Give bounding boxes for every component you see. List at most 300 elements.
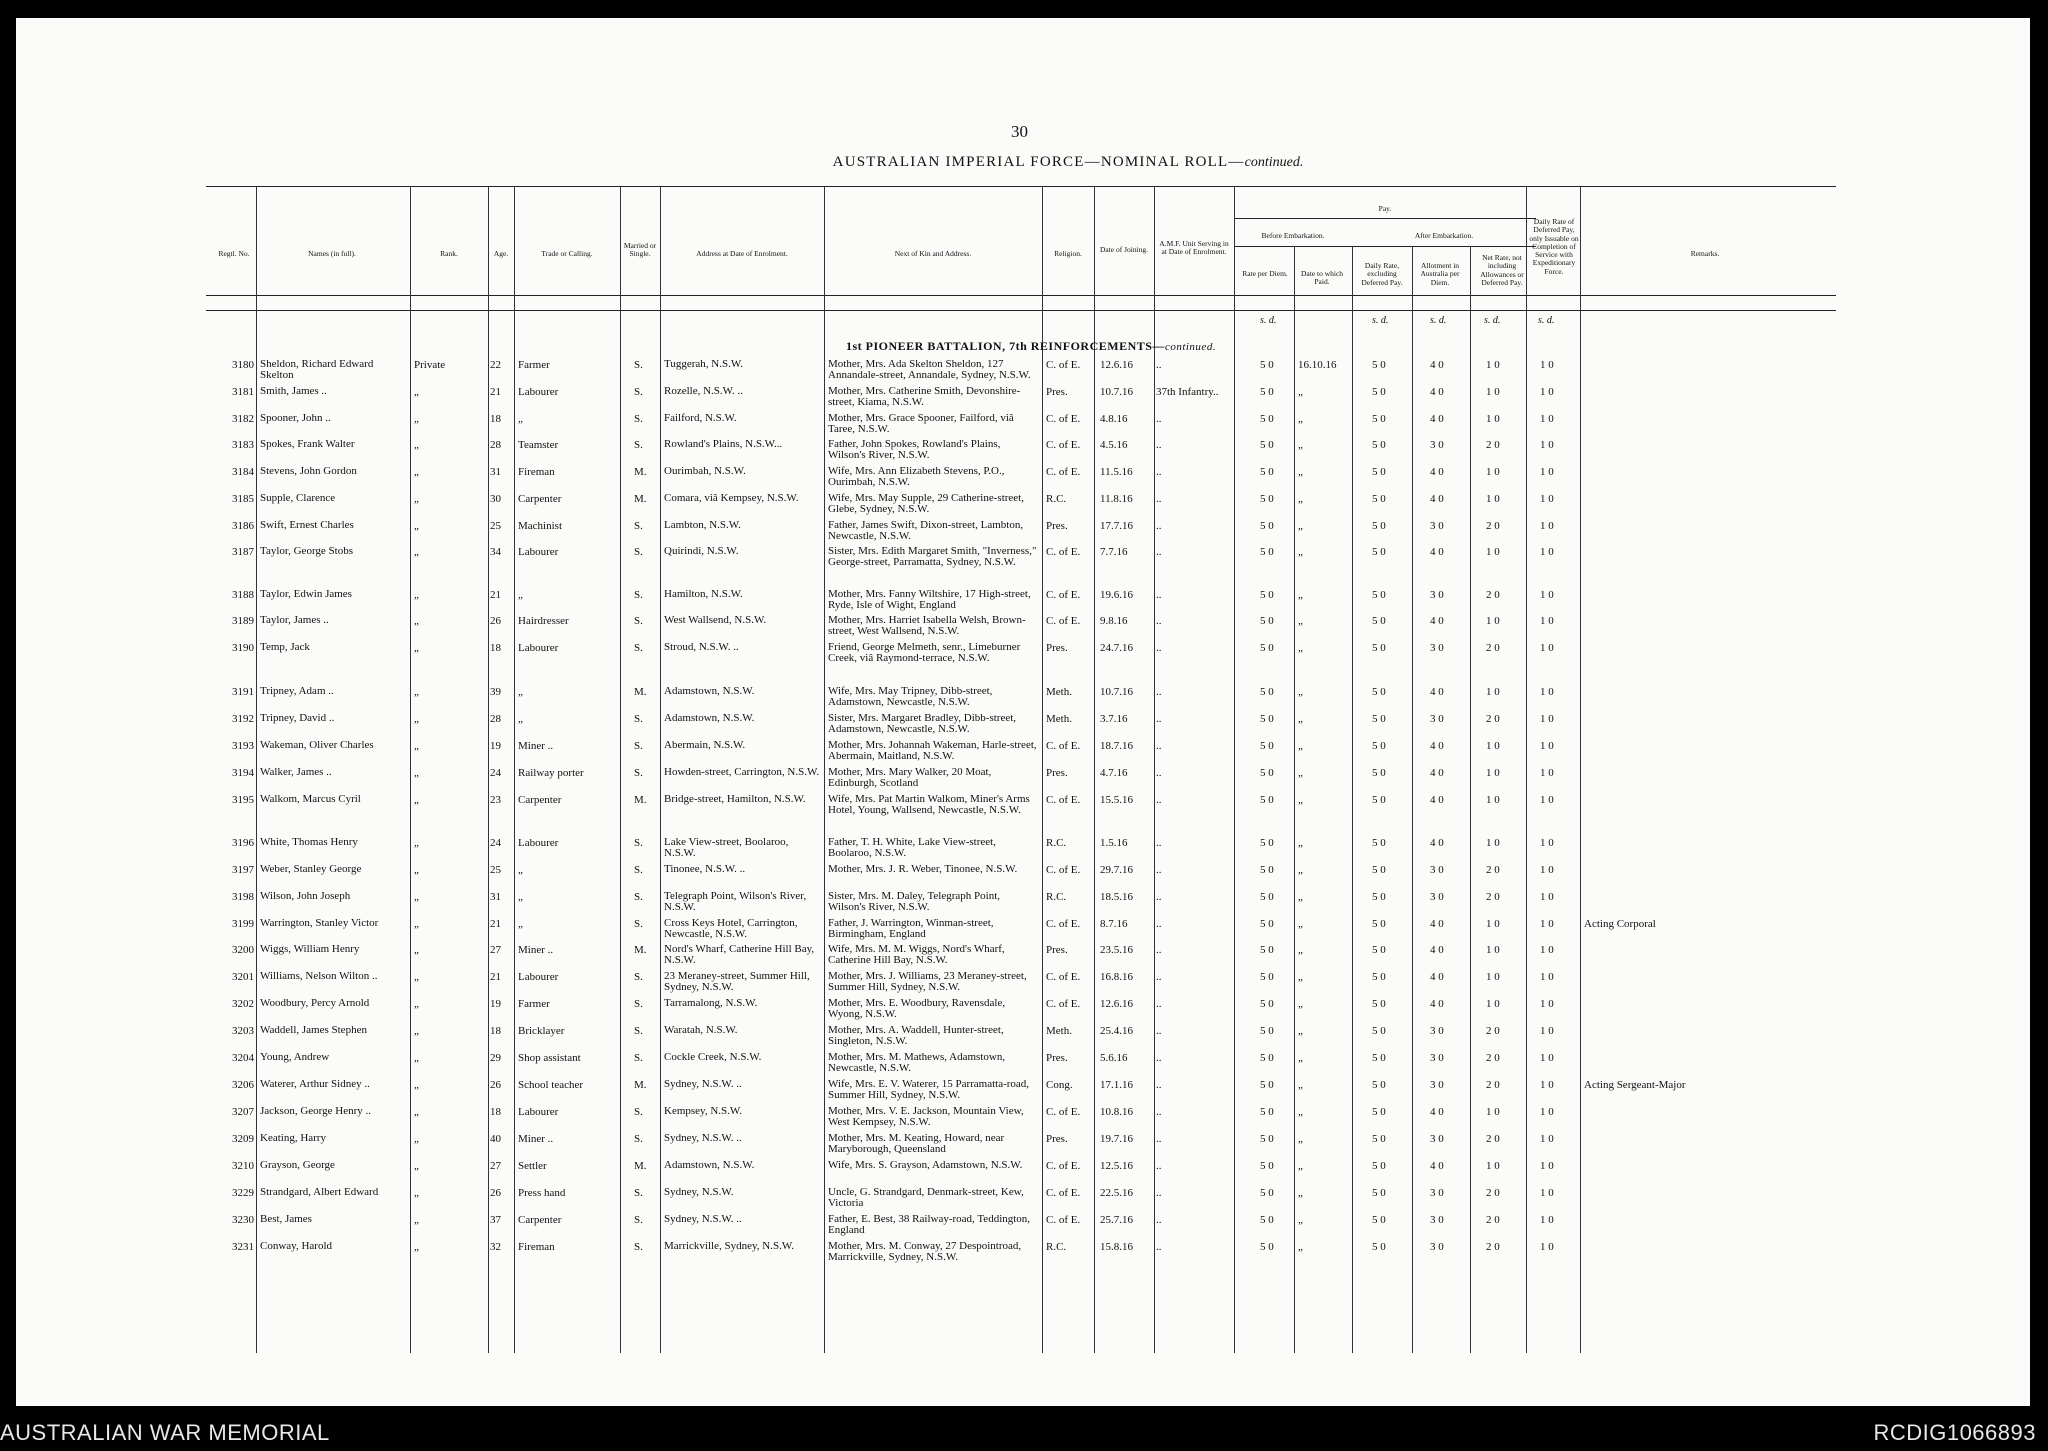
regtl-no: 3180 xyxy=(232,359,254,371)
deferred-pay: 1 0 xyxy=(1540,493,1554,505)
soldier-name: Sheldon, Richard Edward Skelton xyxy=(260,358,374,381)
deferred-pay: 1 0 xyxy=(1540,466,1554,478)
age: 18 xyxy=(490,1106,501,1118)
regtl-no: 3231 xyxy=(232,1241,254,1253)
amf-unit: .. xyxy=(1156,1187,1162,1199)
amf-unit: .. xyxy=(1156,918,1162,930)
next-of-kin: Sister, Mrs. Edith Margaret Smith, "Inverness," George-street, Parramatta, Sydney, N.S.W. xyxy=(828,545,1037,568)
deferred-pay: 1 0 xyxy=(1540,918,1554,930)
daily-rate: 5 0 xyxy=(1372,1133,1386,1145)
deferred-pay: 1 0 xyxy=(1540,413,1554,425)
regtl-no: 3198 xyxy=(232,891,254,903)
date-paid: „ xyxy=(1298,1106,1303,1118)
regtl-no: 3203 xyxy=(232,1025,254,1037)
daily-rate: 5 0 xyxy=(1372,944,1386,956)
rank: „ xyxy=(414,1052,419,1064)
allotment: 4 0 xyxy=(1430,740,1444,752)
age: 28 xyxy=(490,439,501,451)
rank: „ xyxy=(414,713,419,725)
trade: Labourer xyxy=(518,1106,559,1118)
net-rate: 1 0 xyxy=(1486,386,1500,398)
regtl-no: 3187 xyxy=(232,546,254,558)
daily-rate: 5 0 xyxy=(1372,740,1386,752)
soldier-name: Tripney, Adam .. xyxy=(260,685,334,697)
date-of-joining: 12.6.16 xyxy=(1100,998,1133,1010)
date-paid: „ xyxy=(1298,520,1303,532)
soldier-name: Williams, Nelson Wilton .. xyxy=(260,970,378,982)
date-of-joining: 4.5.16 xyxy=(1100,439,1128,451)
net-rate: 1 0 xyxy=(1486,546,1500,558)
enrolment-address: Cross Keys Hotel, Carrington, Newcastle, N.S.W. xyxy=(664,917,798,940)
daily-rate: 5 0 xyxy=(1372,918,1386,930)
marital-status: M. xyxy=(634,1160,647,1172)
trade: Teamster xyxy=(518,439,559,451)
net-rate: 1 0 xyxy=(1486,767,1500,779)
amf-unit: .. xyxy=(1156,520,1162,532)
marital-status: S. xyxy=(634,386,643,398)
allotment: 3 0 xyxy=(1430,1187,1444,1199)
column-rule xyxy=(1094,186,1095,1353)
daily-rate: 5 0 xyxy=(1372,413,1386,425)
rank: „ xyxy=(414,1106,419,1118)
rank: „ xyxy=(414,686,419,698)
deferred-pay: 1 0 xyxy=(1540,1079,1554,1091)
daily-rate: 5 0 xyxy=(1372,493,1386,505)
deferred-pay: 1 0 xyxy=(1540,1241,1554,1253)
roll-title-text: AUSTRALIAN IMPERIAL FORCE—NOMINAL ROLL— xyxy=(832,154,1245,170)
soldier-name: Jackson, George Henry .. xyxy=(260,1105,371,1117)
date-paid: „ xyxy=(1298,546,1303,558)
religion: Pres. xyxy=(1046,1052,1068,1064)
religion: Pres. xyxy=(1046,642,1068,654)
soldier-name: Supple, Clarence xyxy=(260,492,336,504)
rank: „ xyxy=(414,794,419,806)
trade: „ xyxy=(518,713,523,725)
regtl-no: 3190 xyxy=(232,642,254,654)
allotment: 4 0 xyxy=(1430,615,1444,627)
marital-status: M. xyxy=(634,794,647,806)
header-before-embarkation: Before Embarkation. xyxy=(1261,231,1325,240)
amf-unit: .. xyxy=(1156,1214,1162,1226)
next-of-kin: Mother, Mrs. Mary Walker, 20 Moat, Edinburgh, Scotland xyxy=(828,766,992,789)
date-of-joining: 17.7.16 xyxy=(1100,520,1133,532)
amf-unit: .. xyxy=(1156,493,1162,505)
rank: „ xyxy=(414,493,419,505)
age: 27 xyxy=(490,944,501,956)
age: 24 xyxy=(490,837,501,849)
religion: Pres. xyxy=(1046,767,1068,779)
column-rule xyxy=(410,186,411,1353)
amf-unit: .. xyxy=(1156,864,1162,876)
daily-rate: 5 0 xyxy=(1372,1106,1386,1118)
enrolment-address: Failford, N.S.W. xyxy=(664,412,737,424)
column-rule xyxy=(620,186,621,1353)
daily-rate: 5 0 xyxy=(1372,439,1386,451)
religion: C. of E. xyxy=(1046,918,1081,930)
rank: „ xyxy=(414,740,419,752)
religion: Cong. xyxy=(1046,1079,1073,1091)
daily-rate: 5 0 xyxy=(1372,1079,1386,1091)
deferred-pay: 1 0 xyxy=(1540,891,1554,903)
next-of-kin: Uncle, G. Strandgard, Denmark-street, Kew, Victoria xyxy=(828,1186,1024,1209)
unit-deferred: s. d. xyxy=(1538,315,1555,326)
amf-unit: .. xyxy=(1156,642,1162,654)
date-paid: „ xyxy=(1298,767,1303,779)
column-rule xyxy=(1580,186,1581,1353)
allotment: 3 0 xyxy=(1430,1214,1444,1226)
age: 29 xyxy=(490,1052,501,1064)
rate-per-diem: 5 0 xyxy=(1260,971,1274,983)
daily-rate: 5 0 xyxy=(1372,1160,1386,1172)
deferred-pay: 1 0 xyxy=(1540,386,1554,398)
age: 30 xyxy=(490,493,501,505)
column-rule xyxy=(514,186,515,1353)
next-of-kin: Mother, Mrs. J. Williams, 23 Meraney-street, Summer Hill, Sydney, N.S.W. xyxy=(828,970,1027,993)
age: 28 xyxy=(490,713,501,725)
religion: R.C. xyxy=(1046,891,1067,903)
enrolment-address: Adamstown, N.S.W. xyxy=(664,1159,755,1171)
amf-unit: .. xyxy=(1156,891,1162,903)
column-rule xyxy=(660,186,661,1353)
rank: „ xyxy=(414,1187,419,1199)
enrolment-address: Telegraph Point, Wilson's River, N.S.W. xyxy=(664,890,807,913)
date-paid: „ xyxy=(1298,1052,1303,1064)
deferred-pay: 1 0 xyxy=(1540,1187,1554,1199)
religion: C. of E. xyxy=(1046,1106,1081,1118)
soldier-name: Best, James xyxy=(260,1213,312,1225)
allotment: 3 0 xyxy=(1430,1241,1444,1253)
next-of-kin: Mother, Mrs. Fanny Wiltshire, 17 High-street, Ryde, Isle of Wight, England xyxy=(828,588,1031,611)
soldier-name: Conway, Harold xyxy=(260,1240,332,1252)
soldier-name: Young, Andrew xyxy=(260,1051,330,1063)
age: 25 xyxy=(490,864,501,876)
roll-page xyxy=(16,18,2030,1406)
religion: C. of E. xyxy=(1046,439,1081,451)
soldier-name: Wilson, John Joseph xyxy=(260,890,351,902)
rate-per-diem: 5 0 xyxy=(1260,546,1274,558)
date-paid: „ xyxy=(1298,864,1303,876)
age: 31 xyxy=(490,891,501,903)
next-of-kin: Wife, Mrs. M. M. Wiggs, Nord's Wharf, Catherine Hill Bay, N.S.W. xyxy=(828,943,1005,966)
regtl-no: 3201 xyxy=(232,971,254,983)
amf-unit: .. xyxy=(1156,837,1162,849)
header-age: Age. xyxy=(493,249,509,258)
remarks: Acting Corporal xyxy=(1584,918,1656,930)
next-of-kin: Father, James Swift, Dixon-street, Lambton, Newcastle, N.S.W. xyxy=(828,519,1024,542)
soldier-name: Walkom, Marcus Cyril xyxy=(260,793,361,805)
rank: „ xyxy=(414,1079,419,1091)
deferred-pay: 1 0 xyxy=(1540,864,1554,876)
religion: Pres. xyxy=(1046,386,1068,398)
deferred-pay: 1 0 xyxy=(1540,439,1554,451)
religion: Meth. xyxy=(1046,1025,1072,1037)
header-net-rate: Net Rate, not including Allowances or Deferred Pay. xyxy=(1480,253,1524,287)
age: 26 xyxy=(490,1079,501,1091)
date-of-joining: 18.5.16 xyxy=(1100,891,1133,903)
allotment: 3 0 xyxy=(1430,439,1444,451)
soldier-name: Spooner, John .. xyxy=(260,412,331,424)
marital-status: S. xyxy=(634,439,643,451)
date-of-joining: 10.8.16 xyxy=(1100,1106,1133,1118)
date-of-joining: 8.7.16 xyxy=(1100,918,1128,930)
net-rate: 2 0 xyxy=(1486,1025,1500,1037)
age: 21 xyxy=(490,386,501,398)
religion: C. of E. xyxy=(1046,546,1081,558)
next-of-kin: Mother, Mrs. M. Mathews, Adamstown, Newcastle, N.S.W. xyxy=(828,1051,1006,1074)
regtl-no: 3200 xyxy=(232,944,254,956)
date-paid: „ xyxy=(1298,686,1303,698)
date-paid: „ xyxy=(1298,891,1303,903)
rank: „ xyxy=(414,837,419,849)
allotment: 3 0 xyxy=(1430,1052,1444,1064)
soldier-name: Smith, James .. xyxy=(260,385,327,397)
header-allotment: Allotment in Australia per Diem. xyxy=(1420,261,1460,287)
date-of-joining: 9.8.16 xyxy=(1100,615,1128,627)
amf-unit: .. xyxy=(1156,944,1162,956)
rate-per-diem: 5 0 xyxy=(1260,713,1274,725)
amf-unit: .. xyxy=(1156,971,1162,983)
header-regtl-no: Regtl. No. xyxy=(218,249,250,258)
trade: Bricklayer xyxy=(518,1025,565,1037)
header-names: Names (in full). xyxy=(308,249,356,258)
enrolment-address: Cockle Creek, N.S.W. xyxy=(664,1051,762,1063)
enrolment-address: West Wallsend, N.S.W. xyxy=(664,614,767,626)
enrolment-address: Sydney, N.S.W. .. xyxy=(664,1213,742,1225)
regtl-no: 3189 xyxy=(232,615,254,627)
amf-unit: .. xyxy=(1156,589,1162,601)
religion: C. of E. xyxy=(1046,413,1081,425)
allotment: 4 0 xyxy=(1430,413,1444,425)
soldier-name: Taylor, George Stobs xyxy=(260,545,353,557)
enrolment-address: Abermain, N.S.W. xyxy=(664,739,746,751)
date-of-joining: 19.7.16 xyxy=(1100,1133,1133,1145)
marital-status: M. xyxy=(634,493,647,505)
deferred-pay: 1 0 xyxy=(1540,713,1554,725)
deferred-pay: 1 0 xyxy=(1540,1052,1554,1064)
next-of-kin: Wife, Mrs. May Supple, 29 Catherine-street, Glebe, Sydney, N.S.W. xyxy=(828,492,1024,515)
religion: C. of E. xyxy=(1046,1187,1081,1199)
deferred-pay: 1 0 xyxy=(1540,1025,1554,1037)
daily-rate: 5 0 xyxy=(1372,713,1386,725)
regtl-no: 3184 xyxy=(232,466,254,478)
rank: „ xyxy=(414,944,419,956)
header-deferred: Daily Rate of Deferred Pay, only Issuable on Completion of Service with Expeditionary Force. xyxy=(1529,217,1579,276)
column-rule xyxy=(1042,186,1043,1353)
net-rate: 1 0 xyxy=(1486,466,1500,478)
header-after-embarkation: After Embarkation. xyxy=(1414,231,1474,240)
amf-unit: .. xyxy=(1156,686,1162,698)
rate-per-diem: 5 0 xyxy=(1260,686,1274,698)
allotment: 3 0 xyxy=(1430,891,1444,903)
deferred-pay: 1 0 xyxy=(1540,642,1554,654)
deferred-pay: 1 0 xyxy=(1540,794,1554,806)
allotment: 4 0 xyxy=(1430,686,1444,698)
enrolment-address: Tinonee, N.S.W. .. xyxy=(664,863,746,875)
date-of-joining: 23.5.16 xyxy=(1100,944,1133,956)
rate-per-diem: 5 0 xyxy=(1260,520,1274,532)
amf-unit: .. xyxy=(1156,1052,1162,1064)
next-of-kin: Mother, Mrs. Catherine Smith, Devonshire-street, Kiama, N.S.W. xyxy=(828,385,1021,408)
enrolment-address: Bridge-street, Hamilton, N.S.W. xyxy=(664,793,806,805)
date-of-joining: 11.8.16 xyxy=(1100,493,1133,505)
rate-per-diem: 5 0 xyxy=(1260,589,1274,601)
allotment: 4 0 xyxy=(1430,918,1444,930)
religion: R.C. xyxy=(1046,493,1067,505)
deferred-pay: 1 0 xyxy=(1540,359,1554,371)
allotment: 4 0 xyxy=(1430,466,1444,478)
rate-per-diem: 5 0 xyxy=(1260,864,1274,876)
enrolment-address: Adamstown, N.S.W. xyxy=(664,712,755,724)
religion: C. of E. xyxy=(1046,1160,1081,1172)
trade: Settler xyxy=(518,1160,547,1172)
enrolment-address: Rowland's Plains, N.S.W... xyxy=(664,438,783,450)
age: 26 xyxy=(490,1187,501,1199)
footer-left: AUSTRALIAN WAR MEMORIAL xyxy=(0,1420,330,1445)
daily-rate: 5 0 xyxy=(1372,998,1386,1010)
soldier-name: Taylor, James .. xyxy=(260,614,329,626)
date-paid: „ xyxy=(1298,642,1303,654)
date-of-joining: 25.7.16 xyxy=(1100,1214,1133,1226)
religion: Pres. xyxy=(1046,520,1068,532)
next-of-kin: Sister, Mrs. Margaret Bradley, Dibb-street, Adamstown, Newcastle, N.S.W. xyxy=(828,712,1017,735)
marital-status: S. xyxy=(634,767,643,779)
date-paid: „ xyxy=(1298,944,1303,956)
rank: „ xyxy=(414,864,419,876)
marital-status: S. xyxy=(634,1214,643,1226)
regtl-no: 3195 xyxy=(232,794,254,806)
next-of-kin: Mother, Mrs. E. Woodbury, Ravensdale, Wyong, N.S.W. xyxy=(828,997,1006,1020)
net-rate: 1 0 xyxy=(1486,1106,1500,1118)
date-of-joining: 10.7.16 xyxy=(1100,686,1133,698)
rate-per-diem: 5 0 xyxy=(1260,1079,1274,1091)
allotment: 4 0 xyxy=(1430,794,1444,806)
table-header-rule-lower xyxy=(206,310,1836,311)
marital-status: S. xyxy=(634,589,643,601)
regtl-no: 3199 xyxy=(232,918,254,930)
net-rate: 1 0 xyxy=(1486,686,1500,698)
rate-per-diem: 5 0 xyxy=(1260,1241,1274,1253)
trade: Farmer xyxy=(518,359,550,371)
net-rate: 1 0 xyxy=(1486,971,1500,983)
date-paid: „ xyxy=(1298,439,1303,451)
deferred-pay: 1 0 xyxy=(1540,1160,1554,1172)
date-of-joining: 1.5.16 xyxy=(1100,837,1128,849)
trade: Labourer xyxy=(518,837,559,849)
age: 22 xyxy=(490,359,501,371)
trade: Press hand xyxy=(518,1187,566,1199)
allotment: 4 0 xyxy=(1430,1106,1444,1118)
deferred-pay: 1 0 xyxy=(1540,1133,1554,1145)
amf-unit: .. xyxy=(1156,998,1162,1010)
rate-per-diem: 5 0 xyxy=(1260,1160,1274,1172)
net-rate: 2 0 xyxy=(1486,589,1500,601)
next-of-kin: Mother, Mrs. J. R. Weber, Tinonee, N.S.W. xyxy=(828,863,1018,875)
rank: „ xyxy=(414,1160,419,1172)
date-paid: „ xyxy=(1298,413,1303,425)
allotment: 4 0 xyxy=(1430,546,1444,558)
date-paid: „ xyxy=(1298,1187,1303,1199)
next-of-kin: Sister, Mrs. M. Daley, Telegraph Point, Wilson's River, N.S.W. xyxy=(828,890,1001,913)
rate-per-diem: 5 0 xyxy=(1260,767,1274,779)
soldier-name: Wiggs, William Henry xyxy=(260,943,360,955)
allotment: 3 0 xyxy=(1430,520,1444,532)
marital-status: M. xyxy=(634,466,647,478)
net-rate: 1 0 xyxy=(1486,794,1500,806)
enrolment-address: Lambton, N.S.W. xyxy=(664,519,741,531)
roll-title xyxy=(16,154,2030,171)
age: 25 xyxy=(490,520,501,532)
age: 40 xyxy=(490,1133,501,1145)
rate-per-diem: 5 0 xyxy=(1260,891,1274,903)
marital-status: S. xyxy=(634,998,643,1010)
regtl-no: 3207 xyxy=(232,1106,254,1118)
rate-per-diem: 5 0 xyxy=(1260,466,1274,478)
unit-net: s. d. xyxy=(1484,315,1501,326)
trade: Labourer xyxy=(518,546,559,558)
enrolment-address: Adamstown, N.S.W. xyxy=(664,685,755,697)
regtl-no: 3202 xyxy=(232,998,254,1010)
trade: Carpenter xyxy=(518,493,562,505)
enrolment-address: Stroud, N.S.W. .. xyxy=(664,641,739,653)
allotment: 4 0 xyxy=(1430,971,1444,983)
rate-per-diem: 5 0 xyxy=(1260,944,1274,956)
trade: „ xyxy=(518,413,523,425)
age: 21 xyxy=(490,918,501,930)
marital-status: S. xyxy=(634,740,643,752)
enrolment-address: Tarramalong, N.S.W. xyxy=(664,997,758,1009)
next-of-kin: Wife, Mrs. Pat Martin Walkom, Miner's Arms Hotel, Young, Wallsend, Newcastle, N.S.W. xyxy=(828,793,1030,816)
page-number: 30 xyxy=(1011,122,1028,141)
allotment: 3 0 xyxy=(1430,864,1444,876)
footer-right: RCDIG1066893 xyxy=(1873,1420,2036,1445)
regtl-no: 3230 xyxy=(232,1214,254,1226)
unit-rate: s. d. xyxy=(1260,315,1277,326)
soldier-name: Grayson, George xyxy=(260,1159,335,1171)
rank: Private xyxy=(414,359,446,371)
next-of-kin: Father, J. Warrington, Winman-street, Birmingham, England xyxy=(828,917,994,940)
regtl-no: 3182 xyxy=(232,413,254,425)
age: 23 xyxy=(490,794,501,806)
religion: C. of E. xyxy=(1046,971,1081,983)
enrolment-address: Comara, viâ Kempsey, N.S.W. xyxy=(664,492,799,504)
date-paid: „ xyxy=(1298,1214,1303,1226)
enrolment-address: Howden-street, Carrington, N.S.W. xyxy=(664,766,820,778)
marital-status: S. xyxy=(634,1025,643,1037)
age: 39 xyxy=(490,686,501,698)
soldier-name: Temp, Jack xyxy=(260,641,310,653)
religion: C. of E. xyxy=(1046,864,1081,876)
net-rate: 1 0 xyxy=(1486,413,1500,425)
age: 19 xyxy=(490,740,501,752)
soldier-name: Waddell, James Stephen xyxy=(260,1024,367,1036)
rate-per-diem: 5 0 xyxy=(1260,918,1274,930)
next-of-kin: Mother, Mrs. Ada Skelton Sheldon, 127 Annandale-street, Annandale, Sydney, N.S.W. xyxy=(828,358,1031,381)
rank: „ xyxy=(414,439,419,451)
age: 21 xyxy=(490,589,501,601)
rate-per-diem: 5 0 xyxy=(1260,1214,1274,1226)
date-of-joining: 15.5.16 xyxy=(1100,794,1133,806)
soldier-name: Strandgard, Albert Edward xyxy=(260,1186,379,1198)
religion: R.C. xyxy=(1046,1241,1067,1253)
date-of-joining: 5.6.16 xyxy=(1100,1052,1128,1064)
trade: Fireman xyxy=(518,1241,555,1253)
header-rank: Rank. xyxy=(440,249,458,258)
marital-status: S. xyxy=(634,1052,643,1064)
trade: School teacher xyxy=(518,1079,584,1091)
unit-daily: s. d. xyxy=(1372,315,1389,326)
date-of-joining: 10.7.16 xyxy=(1100,386,1133,398)
rate-per-diem: 5 0 xyxy=(1260,615,1274,627)
